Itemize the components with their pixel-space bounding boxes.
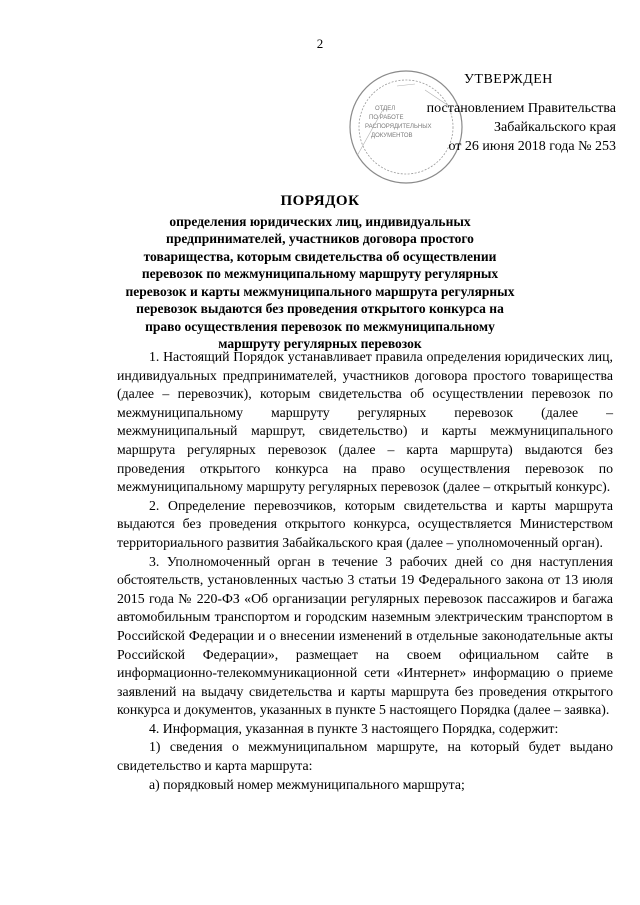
approval-line-1: постановлением Правительства [426, 101, 616, 116]
svg-text:ДОКУМЕНТОВ: ДОКУМЕНТОВ [371, 133, 413, 139]
paragraph-6: а) порядковый номер межмуниципального маршрута; [149, 776, 465, 792]
document-title-block [120, 193, 520, 353]
paragraph-4: 4. Информация, указанная в пункте 3 настоящего Порядка, содержит: [149, 720, 559, 736]
approval-line-3: от 26 июня 2018 года № 253 [448, 139, 616, 154]
document-body [117, 348, 613, 794]
svg-text:ПО РАБОТЕ: ПО РАБОТЕ [369, 115, 404, 121]
document-title: ПОРЯДОК [280, 193, 360, 209]
paragraph-3: 3. Уполномоченный орган в течение 3 рабочих дней со дня наступления обстоятельств, установленных частью 3 статьи 19 Федерального закона от 13 июля 2015 года № 220-ФЗ «Об организации регулярных перевозок пассажиров и багажа автомобильным транспортом и городским наземным электрическим транспортом в Российской Федерации и о внесении изменений в отдельные законодательные акты Российской Федерации», размещает на своем официальном сайте в информационно-телекоммуникационной сети «Интернет» информацию о приеме заявлений на выдачу свидетельства и карты маршрута без проведения открытого конкурса и документов, указанных в пункте 5 настоящего Порядка (далее – заявка). [117, 553, 613, 718]
paragraph-5: 1) сведения о межмуниципальном маршруте, на который будет выдано свидетельство и карта маршрута: [117, 739, 613, 774]
approval-block [380, 70, 616, 156]
paragraph-1: 1. Настоящий Порядок устанавливает правила определения юридических лиц, индивидуальных предпринимателей, участников договора простого товарищества (далее – перевозчик), которым свидетельства об осуществлении перевозок по межмуниципальному маршруту регулярных перевозок (далее – межмуниципальный маршрут, свидетельство) и карты межмуниципального маршрута регулярных перевозок (далее – карта маршрута) выдаются без проведения открытого конкурса на право осуществления перевозок по межмуниципальному маршруту регулярных перевозок (далее – открытый конкурс). [117, 349, 613, 495]
page-number: 2 [316, 36, 324, 51]
approval-line-2: Забайкальского края [493, 120, 616, 135]
svg-text:ОТДЕЛ: ОТДЕЛ [375, 106, 396, 112]
paragraph-2: 2. Определение перевозчиков, которым свидетельства и карты маршрута выдаются без проведения открытого конкурса, осуществляется Министерством территориального развития Забайкальского края (далее – уполномоченный орган). [117, 497, 613, 550]
approved-label: УТВЕРЖДЕН [464, 72, 553, 87]
document-subtitle: определения юридических лиц, индивидуальных предпринимателей, участников договора простого товарищества, которым свидетельства об осуществлении перевозок по межмуниципальному маршруту регулярных перевозок и карты межмуниципального маршрута регулярных перевозок выдаются без проведения открытого конкурса на право осуществления перевозок по межмуниципальному маршруту регулярных перевозок [125, 213, 515, 351]
svg-text:РАСПОРЯДИТЕЛЬНЫХ: РАСПОРЯДИТЕЛЬНЫХ [365, 124, 432, 130]
